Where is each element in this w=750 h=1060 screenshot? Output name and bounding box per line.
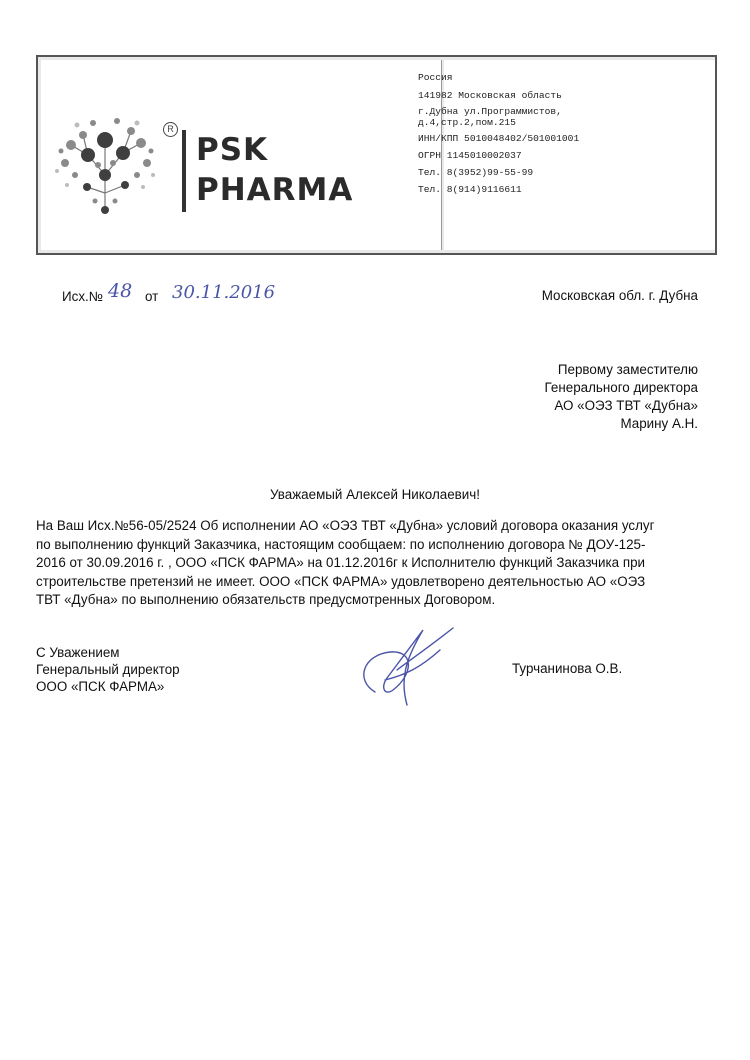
body-line: по выполнению функций Заказчика, настоящим сообщаем: по исполнению договора № ДОУ-125-	[36, 536, 646, 552]
brand-name-line1: PSK	[196, 132, 269, 168]
closing-regards: С Уважением	[36, 645, 120, 660]
recipient-line-3: АО «ОЭЗ ТВТ «Дубна»	[554, 398, 698, 413]
closing-company: ООО «ПСК ФАРМА»	[36, 679, 165, 694]
address-region: 141982 Московская область	[418, 90, 562, 101]
brand-name-line2: PHARMA	[196, 172, 354, 208]
address-building: д.4,стр.2,пом.215	[418, 117, 516, 128]
body-line: На Ваш Исх.№56-05/2524 Об исполнении АО «ОЭЗ ТВТ «Дубна» условий договора оказания услуг	[36, 518, 655, 533]
outgoing-date-label: от	[145, 289, 159, 304]
letterhead-logo-panel	[41, 60, 442, 250]
outgoing-date-handwritten: 30.11.2016	[172, 282, 276, 303]
closing-position: Генеральный директор	[36, 662, 180, 677]
body-line: ТВТ «Дубна» по выполнению обязательств предусмотренных Договором.	[36, 592, 496, 607]
body-line: строительстве претензий не имеет. ООО «ПСК ФАРМА» удовлетворено деятельностью АО «ОЭЗ	[36, 573, 646, 589]
registered-trademark-icon: R	[163, 122, 178, 137]
address-phone-1: Тел. 8(3952)99-55-99	[418, 167, 534, 178]
address-country: Россия	[418, 72, 453, 83]
address-street: г.Дубна ул.Программистов,	[418, 106, 562, 117]
outgoing-number-handwritten: 48	[108, 280, 133, 302]
recipient-line-2: Генерального директора	[544, 380, 698, 395]
address-ogrn: ОГРН 1145010002037	[418, 150, 522, 161]
outgoing-place: Московская обл. г. Дубна	[541, 288, 698, 303]
molecule-tree-logo-icon	[53, 115, 158, 225]
address-phone-2: Тел. 8(914)9116611	[418, 184, 522, 195]
address-inn-kpp: ИНН/КПП 5010048402/501001001	[418, 133, 580, 144]
logo-divider	[182, 130, 186, 212]
recipient-line-1: Первому заместителю	[557, 362, 698, 377]
outgoing-number-label: Исх.№	[62, 289, 104, 304]
signer-name: Турчанинова О.В.	[512, 661, 623, 676]
salutation: Уважаемый Алексей Николаевич!	[270, 487, 480, 502]
letterhead	[36, 55, 717, 255]
letter-body	[36, 517, 716, 610]
body-line: 2016 от 30.09.2016 г. , ООО «ПСК ФАРМА» на 01.12.2016г к Исполнителю функций Заказчика при	[36, 555, 646, 570]
handwritten-signature	[345, 620, 465, 715]
recipient-line-4: Марину А.Н.	[620, 416, 698, 431]
